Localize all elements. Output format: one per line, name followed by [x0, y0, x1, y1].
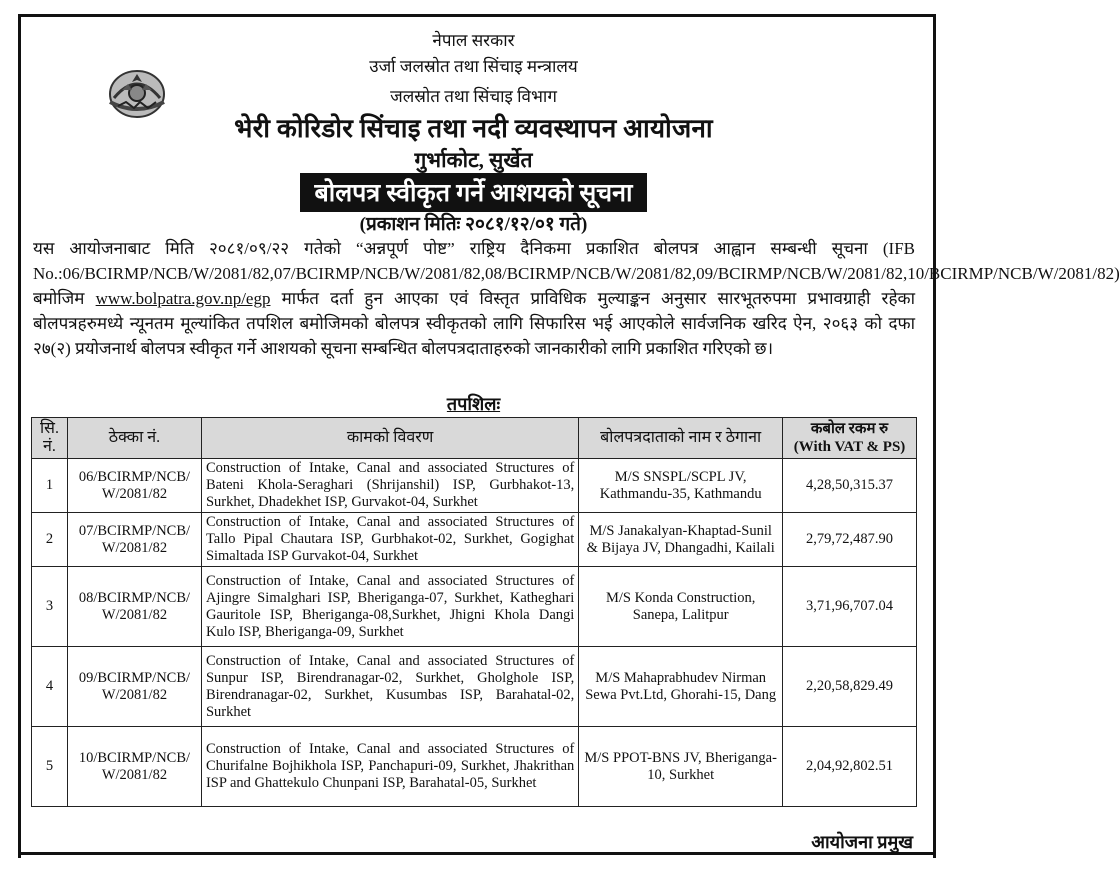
cell-work: Construction of Intake, Canal and associated Structures of Ajingre Simalghari ISP, Bheriganga-07, Surkhet, Katheghari Gauritole ISP, Bheriganga-08,Surkhet, Jhigni Khola Dangi Kulo ISP, Bheriganga-09, Surkhet — [201, 567, 578, 647]
cell-amount: 3,71,96,707.04 — [783, 567, 917, 647]
cell-amount: 2,79,72,487.90 — [783, 513, 917, 567]
col-header-sn: सि. नं. — [32, 418, 68, 459]
cell-bidder: M/S Konda Construction, Sanepa, Lalitpur — [579, 567, 783, 647]
amount-label: कबोल रकम रु — [810, 421, 889, 437]
cell-sn: 1 — [32, 459, 68, 513]
cell-sn: 3 — [32, 567, 68, 647]
cell-sn: 5 — [32, 727, 68, 807]
cell-work: Construction of Intake, Canal and associated Structures of Sunpur ISP, Birendranagar-02, Surkhet, Gholghole ISP, Birendranagar-02, Surkhet, Kusumbas ISP, Barahatal-02, Surkhet — [201, 647, 578, 727]
amount-note: (With VAT & PS) — [793, 439, 906, 455]
cell-contract: 07/BCIRMP/NCB/ W/2081/82 — [67, 513, 201, 567]
table-header-row — [32, 418, 917, 459]
bottom-rule — [18, 852, 936, 855]
notice-title-banner: बोलपत्र स्वीकृत गर्ने आशयको सूचना — [300, 173, 646, 212]
notice-body-end: मार्फत दर्ता हुन आएका एवं विस्तृत प्राविधिक मुल्याङ्कन अनुसार सारभूतरुपमा प्रभावग्राही रहेका बोलपत्रहरुमध्ये न्यूनतम मूल्यांकित तपशिल बमोजिमको बोलपत्र स्वीकृतको लागि सिफारिस भई आएकोले सार्वजनिक खरिद ऐन, २०६३ को दफा २७(२) प्रयोजनार्थ बोलपत्र स्वीकृत गर्ने आशयको सूचना सम्बन्धित बोलपत्रदाताहरुको जानकारीको लागि प्रकाशित गरिएको छ। — [33, 289, 915, 358]
header-line-ministry: उर्जा जलस्रोत तथा सिंचाइ मन्त्रालय — [369, 57, 578, 76]
cell-bidder: M/S PPOT-BNS JV, Bheriganga-10, Surkhet — [579, 727, 783, 807]
table-row — [32, 459, 917, 513]
col-header-amount — [783, 418, 917, 459]
cell-contract: 06/BCIRMP/NCB/ W/2081/82 — [67, 459, 201, 513]
cell-contract: 10/BCIRMP/NCB/ W/2081/82 — [67, 727, 201, 807]
table-row — [32, 647, 917, 727]
col-header-work: कामको विवरण — [201, 418, 578, 459]
table-row — [32, 513, 917, 567]
col-header-contract: ठेक्का नं. — [67, 418, 201, 459]
cell-work: Construction of Intake, Canal and associated Structures of Bateni Khola-Seraghari (Shrijanshil) ISP, Gurbhakot-13, Surkhet, Dhadekhet ISP, Gurvakot-04, Surkhet — [201, 459, 578, 513]
cell-sn: 4 — [32, 647, 68, 727]
header-line-government: नेपाल सरकार — [432, 31, 515, 50]
cell-amount: 4,28,50,315.37 — [783, 459, 917, 513]
table-row — [32, 727, 917, 807]
publication-date: (प्रकाशन मितिः २०८१/१२/०१ गते) — [359, 214, 588, 235]
cell-contract: 08/BCIRMP/NCB/ W/2081/82 — [67, 567, 201, 647]
cell-bidder: M/S Mahaprabhudev Nirman Sewa Pvt.Ltd, Ghorahi-15, Dang — [579, 647, 783, 727]
cell-amount: 2,04,92,802.51 — [783, 727, 917, 807]
bolpatra-link[interactable]: www.bolpatra.gov.np/egp — [95, 289, 271, 308]
col-header-bidder: बोलपत्रदाताको नाम र ठेगाना — [579, 418, 783, 459]
project-location: गुर्भाकोट, सुर्खेत — [414, 148, 533, 172]
cell-sn: 2 — [32, 513, 68, 567]
header-line-department: जलस्रोत तथा सिंचाइ विभाग — [390, 87, 557, 106]
cell-work: Construction of Intake, Canal and associated Structures of Tallo Pipal Chautara ISP, Gurbhakot-02, Surkhet, Gogighat Simaltada ISP Gurvakot-04, Surkhet — [201, 513, 578, 567]
notice-body-start: यस आयोजनाबाट मिति २०८१/०९/२२ गतेको “अन्नपूर्ण पोष्ट” राष्ट्रिय दैनिकमा प्रकाशित बोलपत्र आह्वान सम्बन्धी सूचना (IFB No.:06/BCIRMP/NCB/W/2081/82,07/BCIRMP/NCB/W/2081/82,08/BCIRMP/NCB/W/2081/82,09/BCIRMP/NCB/W/2081/82,10/BCIRMP/NCB/W/2081/82) बमोजिम — [33, 239, 1120, 308]
cell-bidder: M/S Janakalyan-Khaptad-Sunil & Bijaya JV, Dhangadhi, Kailali — [579, 513, 783, 567]
cell-contract: 09/BCIRMP/NCB/ W/2081/82 — [67, 647, 201, 727]
cell-bidder: M/S SNSPL/SCPL JV, Kathmandu-35, Kathmandu — [579, 459, 783, 513]
project-title: भेरी कोरिडोर सिंचाइ तथा नदी व्यवस्थापन आयोजना — [234, 114, 713, 143]
bid-schedule-table — [31, 417, 917, 807]
cell-amount: 2,20,58,829.49 — [783, 647, 917, 727]
cell-work: Construction of Intake, Canal and associated Structures of Churifalne Bojhikhola ISP, Panchapuri-09, Surkhet, Jhakrithan ISP and Ghattekulo Chunpani ISP, Barahatal-05, Surkhet — [201, 727, 578, 807]
notice-body — [33, 236, 1120, 361]
table-row — [32, 567, 917, 647]
signature-project-chief: आयोजना प्रमुख — [811, 832, 913, 852]
schedule-heading: तपशिलः — [446, 394, 501, 414]
